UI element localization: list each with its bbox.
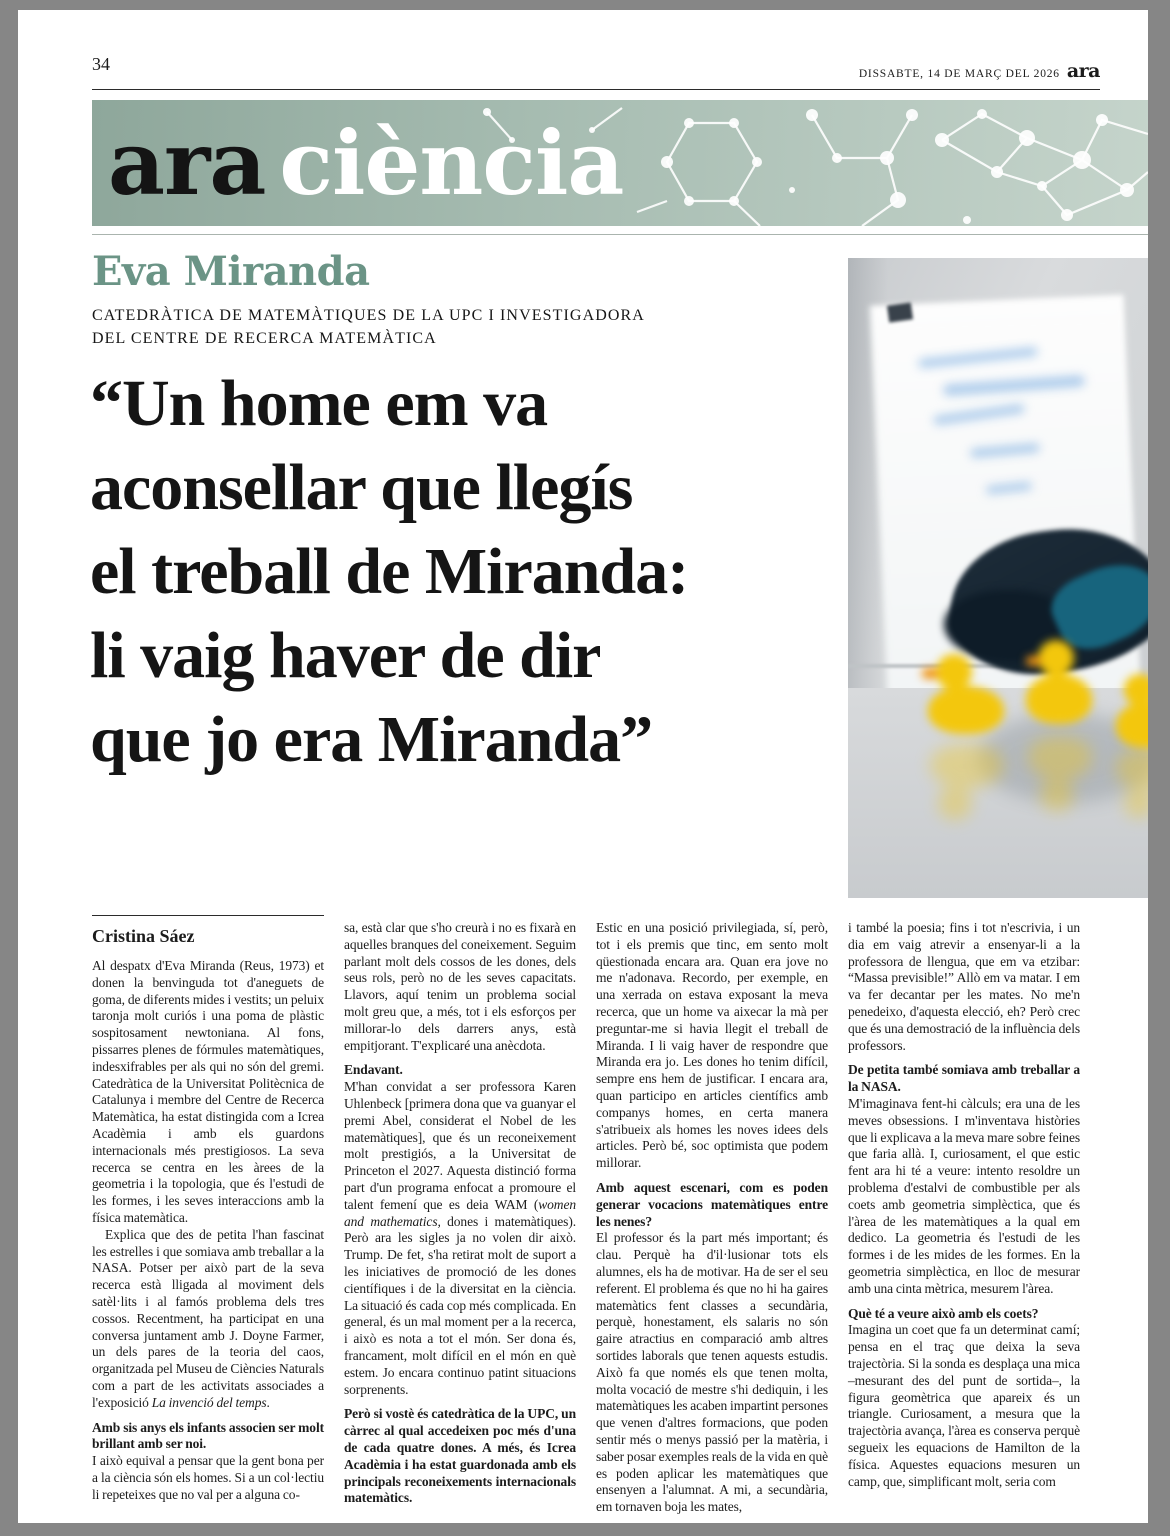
body-column-1 [92, 958, 324, 1504]
body-paragraph: I això equival a pensar que la gent bona per a la ciència són els homes. Si a un col·lectiu li repeteixes que no val per a alguna co- [92, 1453, 324, 1502]
headline [90, 362, 860, 782]
interview-question: Endavant. [344, 1062, 403, 1078]
body-paragraph: M'imaginava fent-hi càlculs; era una de les meves obsessions. I m'inventava històries que li explicava a la meva mare sobre feines que faria allà. I, curiosament, el que estic fent ara hi té a veure: intento resoldre un problema d'estalvi de combustible per als coets amb geometria simplèctica, que és l'àrea de les matemàtiques a la qual em dedico. La geometria és l'estudi de les formes i de les mides de les formes. En la geometria simplèctica, en lloc de mesurar amb una cinta mètrica, mesurem l'àrea. [848, 1095, 1080, 1296]
newspaper-page [18, 10, 1148, 1523]
interview-question: Amb sis anys els infants associen ser molt brillant amb ser noi. [92, 1419, 324, 1452]
headline-line: que jo era Miranda” [90, 703, 653, 776]
body-paragraph: i també la poesia; fins i tot n'escrivia, i un dia em vaig atrevir a ensenyar-li a la professora de llengua, que em va etzibar: “Massa previsible!” Allò em va matar. I em va fer decantar per les mates. No me'n penedeixo, d'aquesta elecció, eh? Però crec que és una demostració de la influència dels professors. [848, 920, 1080, 1053]
body-paragraph: Al despatx d'Eva Miranda (Reus, 1973) et donen la benvinguda tot d'aneguets de goma, de diferents mides i vestits; un peluix taronja molt curiós i una poma de plàstic sospitosament newtoniana. Al fons, pissarres plenes de fórmules matemàtiques, indesxifrables per als qui no són del gremi. Catedràtica de la Universitat Politècnica de Catalunya i membre del Centre de Recerca Matemàtica, ha estat distingida com a Icrea Acadèmia i amb els guardons internacionals més prestigiosos. La seva recerca se centra en les àrees de la geometria i la topologia, que és l'estudi de les formes, i les seves interaccions amb la física matemàtica. [92, 958, 324, 1225]
body-paragraph: Imagina un coet que fa un determinat camí; pensa en el traç que deixa la seva trajectòria. Si la sonda es desplaça una mica –mesurant des del punt de sortida–, la figura geomètrica que apareix és un triangle. Curiosament, a mesura que la trajectòria avança, l'àrea es conserva perquè segueix les equacions de Hamilton de la física. Aquestes equacions mesuren un camp, que, simplificant molt, seria com [848, 1322, 1080, 1489]
body-paragraph: El professor és la part més important; és clau. Perquè ha d'il·lusionar tots els alumnes, els ha de motivar. Ha de ser el seu referent. El problema és que no hi ha gaires matemàtics fent classes a secundària, perquè, honestament, els salaris no són gaire atractius en comparació amb altres sortides laborals que tenen aquests estudis. Això fa que només els que tenen molta, molta vocació de mestre s'hi dediquin, i les matemàtiques les acaben impartint persones que venen d'altres formacions, que poden sentir més o menys passió per la matèria, i saber posar exemples reals de la vida en què es poden aplicar les matemàtiques que ensenyen a l'alumnat. A mi, a secundària, em tornaven boja les mates, [596, 1230, 828, 1515]
rubber-duck-shape [1116, 674, 1148, 754]
rubber-duck-shape [1026, 640, 1098, 732]
whiteboard-clamp-shape [887, 302, 913, 322]
rubber-duck-reflection [928, 736, 1020, 822]
page-number: 34 [92, 54, 110, 74]
article-photo [848, 258, 1148, 898]
headline-line: “Un home em va [90, 367, 548, 440]
brand-logo: ara [1066, 60, 1100, 82]
banner-section: ciència [279, 111, 624, 215]
interview-question: Però si vostè és catedràtica de la UPC, un càrrec al qual accedeixen poc més d'una de cada quatre dones. A més, és Icrea Acadèmia i ha estat guardonada amb els principals reconeixements internacionals matemàtics. [344, 1406, 576, 1506]
rubber-duck-shape [926, 654, 1018, 740]
author-role-line: DEL CENTRE DE RECERCA MATEMÀTICA [92, 330, 437, 347]
date-text: DISSABTE, 14 DE MARÇ DEL 2026 [858, 68, 1060, 80]
headline-line: li vaig haver de dir [90, 619, 601, 692]
rubber-duck-reflection [1028, 728, 1098, 814]
byline-rule [92, 915, 324, 916]
author-role [92, 304, 645, 350]
body-column-3 [596, 920, 828, 1516]
banner-brand: ara [108, 111, 266, 215]
interview-question: De petita també somiava amb treballar a la NASA. [848, 1062, 1080, 1095]
interview-question: Amb aquest escenari, com es poden generar vocacions matemàtiques entre les nenes? [596, 1179, 828, 1229]
section-title [108, 100, 623, 226]
body-column-2 [344, 920, 576, 1507]
author-name: Eva Miranda [92, 248, 370, 295]
header-rule [92, 89, 1100, 90]
body-paragraph: sa, està clar que s'ho creurà i no es fixarà en aquelles branques del coneixement. Seguim parlant molt dels cossos de les dones, dels seus rols, però no de les seves capacitats. Llavors, aquí tenim un problema social molt greu que, a més, tot i els esforços per millorar-lo dels darrers anys, està empitjorant. T'explicaré una anècdota. [344, 920, 576, 1053]
section-banner [92, 100, 1148, 226]
interview-question: Què té a veure això amb els coets? [848, 1305, 1039, 1321]
headline-line: aconsellar que llegís [90, 451, 633, 524]
body-paragraph: M'han convidat a ser professora Karen Uhlenbeck [primera dona que va guanyar el premi Abel, considerat el Nobel de les matemàtiques], que és un reconeixement molt prestigiós, a la Universitat de Princeton el 2027. Aquesta distinció forma part d'un programa enfocat a promoure el talent femení que es deia WAM (women and mathematics, dones i matemàtiques). Però ara les sigles ja no volen dir això. Trump. De fet, s'ha retirat molt de suport a les iniciatives de promoció de les dones científiques i de la diversitat en la ciència. La situació és cada cop més complicada. En general, és un mal moment per a la recerca, i això es nota a tot el món. Ser dona és, francament, molt difícil en el món en què estem. Jo encara continuo patint situacions sorprenents. [344, 1079, 576, 1397]
byline: Cristina Sáez [92, 926, 195, 946]
body-paragraph: Estic en una posició privilegiada, sí, però, tot i els premis que tinc, em sento molt qüestionada encara ara. Quan era jove no me n'adonava. Recordo, per exemple, en una xerrada on estava exposant la meva recerca, que un home va aixecar la mà per preguntar-me si havia llegit el treball de Miranda. I li vaig haver de respondre que Miranda era jo. Les dones ho tenim difícil, sempre ens hem de justificar. I encara ara, quan participo en articles científics amb companys homes, en certa manera s'atribueix als homes les noves idees dels articles. Però bé, soc optimista que podem millorar. [596, 920, 828, 1171]
headline-line: el treball de Miranda: [90, 535, 689, 608]
dateline [859, 60, 1100, 82]
author-role-line: CATEDRÀTICA DE MATEMÀTIQUES DE LA UPC I INVESTIGADORA [92, 307, 645, 324]
body-paragraph: Explica que des de petita l'han fascinat les estrelles i que somiava amb treballar a la NASA. Potser per això part de la seva recerca està lligada al moviment dels satèl·lits i al famós problema dels tres cossos. Recentment, ha participat en una conversa juntament amb J. Doyne Farmer, un dels pares de la teoria del caos, organitzada pel Museu de Ciències Naturals com a part de les activitats associades a l'exposició La invenció del temps. [92, 1226, 324, 1410]
body-column-4 [848, 920, 1080, 1490]
banner-rule [92, 234, 1148, 235]
